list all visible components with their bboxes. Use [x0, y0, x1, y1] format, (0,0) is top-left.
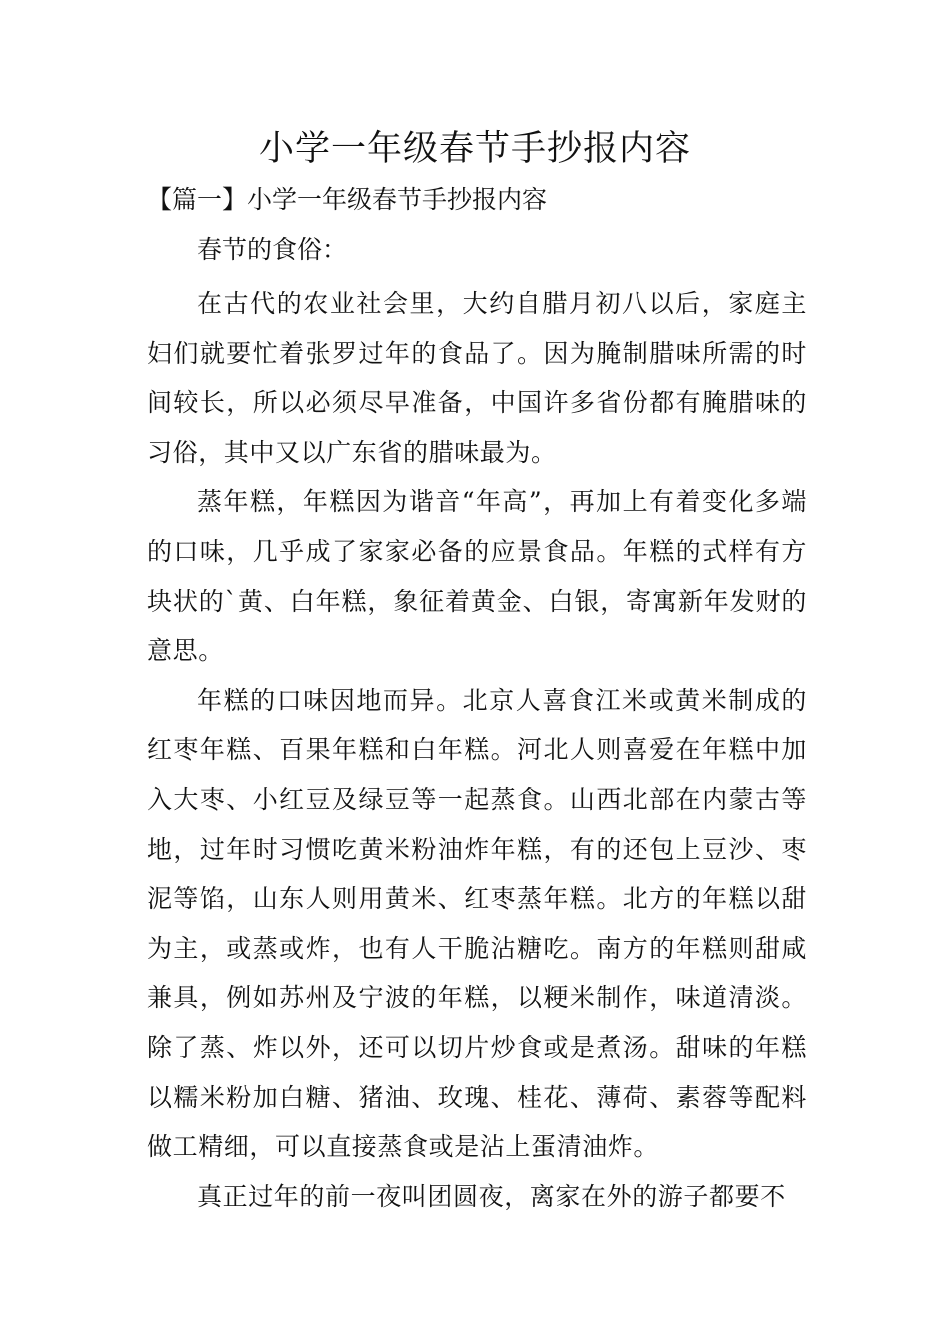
paragraph-2: 蒸年糕，年糕因为谐音“年高”，再加上有着变化多端的口味，几乎成了家家必备的应景食品。年糕的式样有方块状的`黄、白年糕，象征着黄金、白银，寄寓新年发财的意思。	[147, 487, 807, 666]
paragraph-3: 年糕的口味因地而异。北京人喜食江米或黄米制成的红枣年糕、百果年糕和白年糕。河北人则喜爱在年糕中加入大枣、小红豆及绿豆等一起蒸食。山西北部在内蒙古等地，过年时习惯吃黄米粉油炸年糕，有的还包上豆沙、枣泥等馅，山东人则用黄米、红枣蒸年糕。北方的年糕以甜为主，或蒸或炸，也有人干脆沾糖吃。南方的年糕则甜咸兼具，例如苏州及宁波的年糕，以粳米制作，味道清淡。除了蒸、炸以外，还可以切片炒食或是煮汤。甜味的年糕以糯米粉加白糖、猪油、玫瑰、桂花、薄荷、素蓉等配料做工精细，可以直接蒸食或是沾上蛋清油炸。	[147, 685, 807, 1162]
document-title: 小学一年级春节手抄报内容	[258, 129, 691, 169]
paragraph-4: 真正过年的前一夜叫团圆夜，离家在外的游子都要不	[197, 1181, 786, 1211]
document-subtitle: 【篇一】小学一年级春节手抄报内容	[147, 185, 548, 214]
paragraph-1: 在古代的农业社会里，大约自腊月初八以后，家庭主妇们就要忙着张罗过年的食品了。因为腌制腊味所需的时间较长，所以必须尽早准备，中国许多省份都有腌腊味的习俗，其中又以广东省的腊味最为。	[147, 289, 807, 467]
document-body	[147, 279, 807, 1221]
section-heading: 春节的食俗：	[197, 235, 348, 264]
